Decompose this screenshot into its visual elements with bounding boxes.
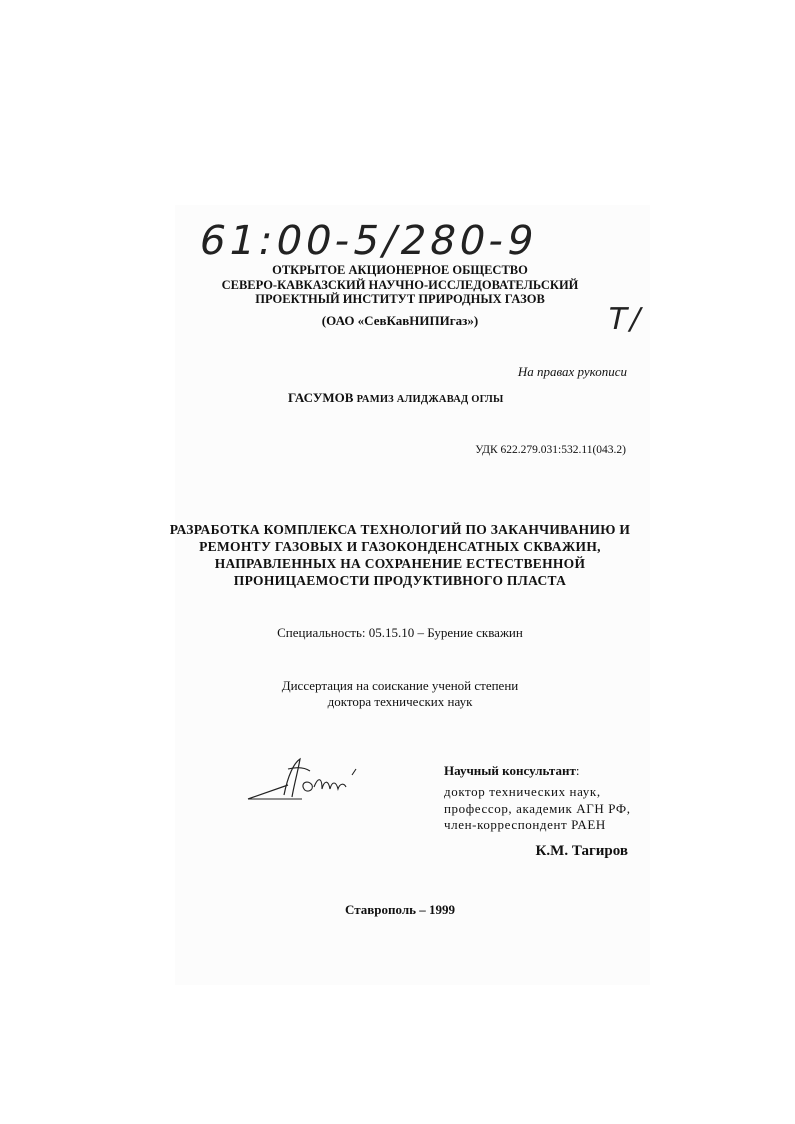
city-year: Ставрополь – 1999 xyxy=(345,902,455,917)
specialty: Специальность: 05.15.10 – Бурение скважин xyxy=(277,625,523,640)
consultant-degree: доктор технических наук, xyxy=(444,784,601,799)
organization-line-1: ОТКРЫТОЕ АКЦИОНЕРНОЕ ОБЩЕСТВО xyxy=(272,263,528,277)
organization-line-2: СЕВЕРО-КАВКАЗСКИЙ НАУЧНО-ИССЛЕДОВАТЕЛЬСКИЙ xyxy=(221,278,579,292)
dissertation-degree-line-2: доктора технических наук xyxy=(327,694,473,709)
dissertation-title xyxy=(160,521,640,589)
organization-line-3: ПРОЕКТНЫЙ ИНСТИТУТ ПРИРОДНЫХ ГАЗОВ xyxy=(255,292,545,306)
title-line: ПРОНИЦАЕМОСТИ ПРОДУКТИВНОГО ПЛАСТА xyxy=(233,573,567,588)
signature-stroke xyxy=(314,780,346,789)
consultant-title: профессор, академик АГН РФ, xyxy=(444,801,631,816)
consultant-label-colon: : xyxy=(575,763,580,778)
consultant-name: К.М. Тагиров xyxy=(535,843,628,859)
signature-stroke xyxy=(303,782,312,791)
consultant-label xyxy=(444,763,579,779)
author-surname: ГАСУМОВ xyxy=(288,390,354,405)
consultant-membership: член-корреспондент РАЕН xyxy=(444,817,606,832)
signature-mark xyxy=(244,755,374,805)
title-line: НАПРАВЛЕННЫХ НА СОХРАНЕНИЕ ЕСТЕСТВЕННОЙ xyxy=(214,556,586,571)
archive-number-handwritten: 61:00-5/280-9 xyxy=(195,218,542,264)
signature-stroke xyxy=(284,759,300,797)
author-name xyxy=(288,390,504,406)
archive-mark-handwritten: Т/ xyxy=(604,302,649,337)
dissertation-degree-line-1: Диссертация на соискание ученой степени xyxy=(281,678,519,693)
rights-note: На правах рукописи xyxy=(517,364,627,379)
organization-abbreviation: (ОАО «СевКавНИПИгаз») xyxy=(321,313,479,328)
udk-code: УДК 622.279.031:532.11(043.2) xyxy=(475,444,626,456)
title-line: РЕМОНТУ ГАЗОВЫХ И ГАЗОКОНДЕНСАТНЫХ СКВАЖИН, xyxy=(199,539,601,554)
title-line: РАЗРАБОТКА КОМПЛЕКСА ТЕХНОЛОГИЙ ПО ЗАКАНЧИВАНИЮ И xyxy=(169,522,631,537)
consultant-label-text: Научный консультант xyxy=(444,763,576,778)
author-given-names: РАМИЗ АЛИДЖАВАД ОГЛЫ xyxy=(356,394,504,405)
signature-stroke xyxy=(352,769,356,775)
signature-stroke xyxy=(248,785,288,799)
